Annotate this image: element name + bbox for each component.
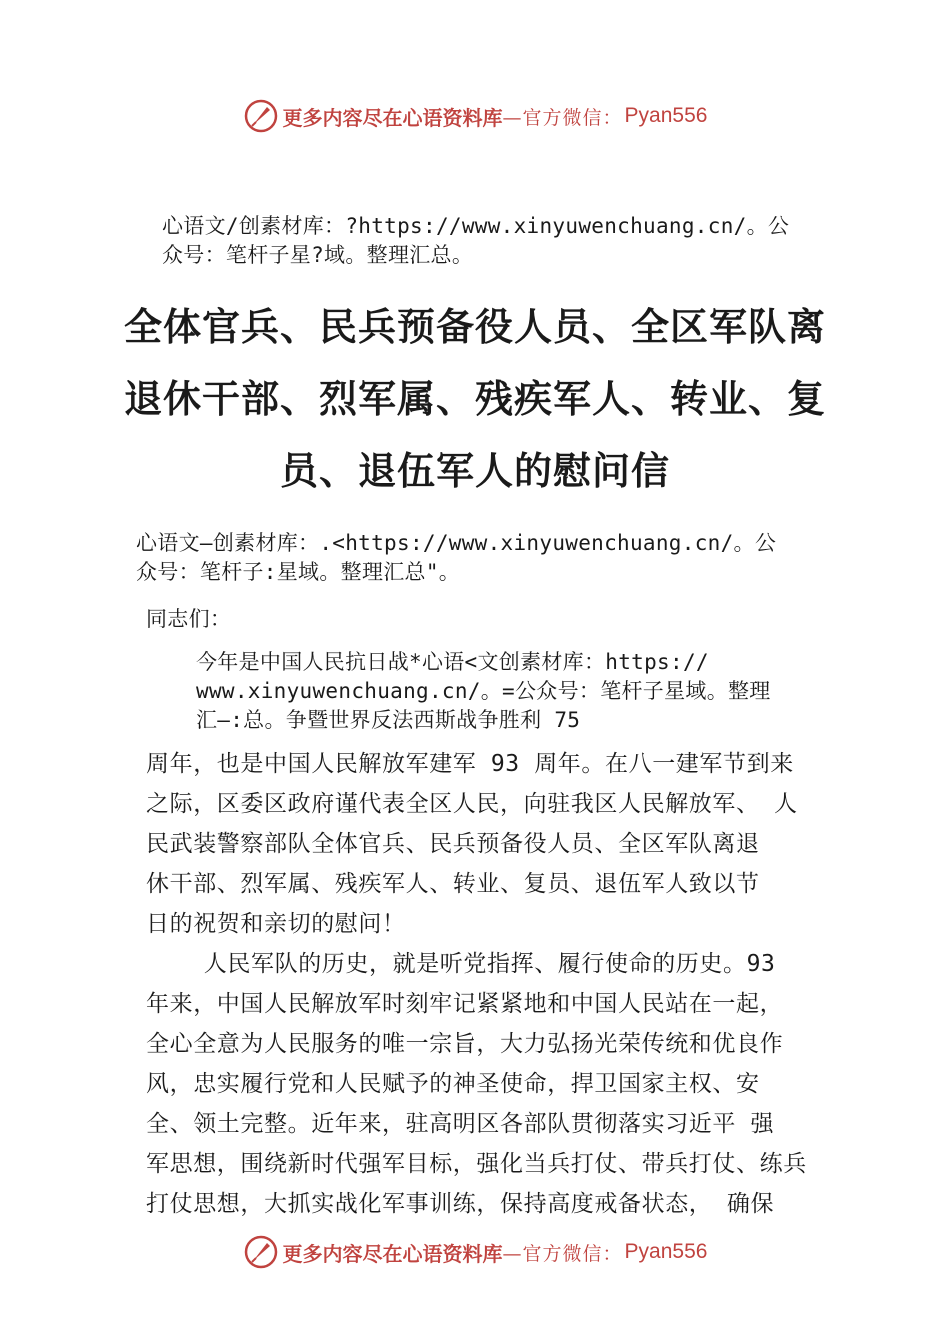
source-note-2-line-2: 众号：笔杆子:星域。整理汇总"。 xyxy=(136,560,461,584)
source-note-2-line-1: 心语文—创素材库：.<https://www.xinyuwenchuang.cn/。公 xyxy=(136,531,777,555)
body-line-7: 年来，中国人民解放军时刻牢记紧紧地和中国人民站在一起， xyxy=(146,991,784,1017)
header-banner xyxy=(0,96,950,136)
banner-wechat-label: —官方微信： xyxy=(502,106,623,129)
banner-wechat-id: Pyan556 xyxy=(624,1240,708,1263)
source-note-1-line-2: 众号：笔杆子星?域。整理汇总。 xyxy=(162,243,474,267)
body-line-10: 全、领土完整。近年来，驻高明区各部队贯彻落实习近平 强 xyxy=(146,1111,775,1137)
quill-logo-icon xyxy=(243,1234,279,1270)
document-title-line-3: 员、退伍军人的慰问信 xyxy=(279,448,670,493)
banner-wechat-id: Pyan556 xyxy=(624,104,708,127)
greeting: 同志们： xyxy=(146,607,232,631)
footer-banner xyxy=(0,1232,950,1272)
body-line-6: 人民军队的历史，就是听党指挥、履行使命的历史。93 xyxy=(146,951,776,977)
body-line-5: 日的祝贺和亲切的慰问！ xyxy=(146,911,406,937)
body-line-8: 全心全意为人民服务的唯一宗旨，大力弘扬光荣传统和优良作 xyxy=(146,1031,784,1057)
intro-line-3: 汇—:总。争暨世界反法西斯战争胜利 75 xyxy=(196,708,581,732)
body-line-4: 休干部、烈军属、残疾军人、转业、复员、退伍军人致以节 xyxy=(146,871,760,897)
intro-line-1: 今年是中国人民抗日战*心语<文创素材库：https:// xyxy=(196,650,709,674)
body-line-3: 民武装警察部队全体官兵、民兵预备役人员、全区军队离退 xyxy=(146,831,760,857)
body-line-1: 周年，也是中国人民解放军建军 93 周年。在八一建军节到来 xyxy=(146,751,794,777)
body-line-11: 军思想，围绕新时代强军目标，强化当兵打仗、带兵打仗、练兵 xyxy=(146,1151,807,1177)
body-line-2: 之际，区委区政府谨代表全区人民，向驻我区人民解放军、 人 xyxy=(146,791,798,817)
banner-wechat-label: —官方微信： xyxy=(502,1242,623,1265)
source-note-1-line-1: 心语文/创素材库：?https://www.xinyuwenchuang.cn/。公 xyxy=(162,214,790,238)
body-line-9: 风，忠实履行党和人民赋予的神圣使命，捍卫国家主权、安 xyxy=(146,1071,760,1097)
body-line-12: 打仗思想，大抓实战化军事训练，保持高度戒备状态， 确保 xyxy=(146,1191,775,1217)
document-title-line-2: 退休干部、烈军属、残疾军人、转业、复 xyxy=(123,376,826,421)
intro-line-2: www.xinyuwenchuang.cn/。=公众号：笔杆子星域。整理 xyxy=(196,679,771,703)
banner-title: 更多内容尽在心语资料库 xyxy=(282,105,503,130)
document-title-line-1: 全体官兵、民兵预备役人员、全区军队离 xyxy=(123,304,826,349)
banner-title: 更多内容尽在心语资料库 xyxy=(282,1241,503,1266)
quill-logo-icon xyxy=(243,98,279,134)
